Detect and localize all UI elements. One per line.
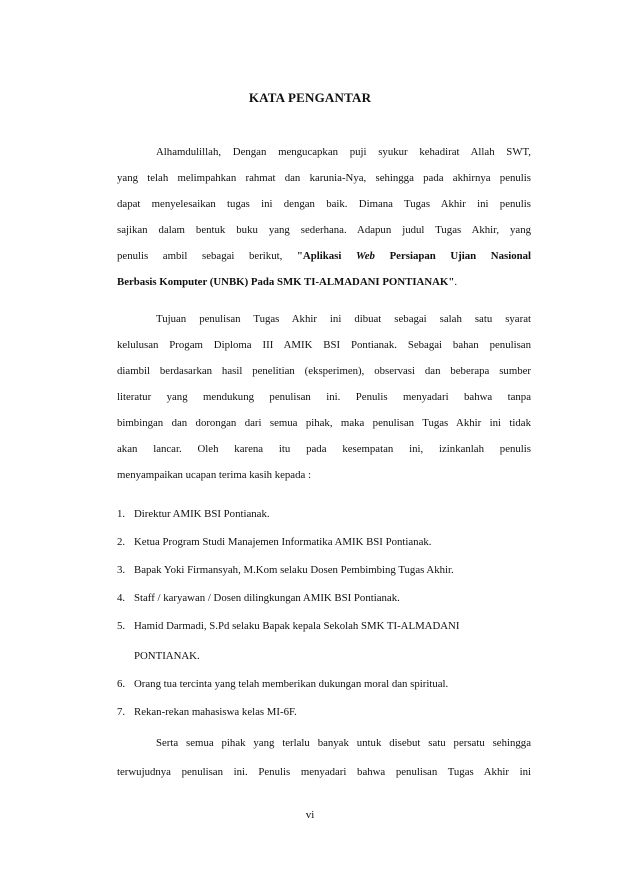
list-number: 3.: [117, 564, 126, 576]
list-item: [117, 564, 537, 576]
paragraph-line: kelulusan Progam Diploma III AMIK BSI Pontianak. Sebagai bahan penulisan: [117, 339, 531, 351]
paragraph-line: bimbingan dan dorongan dari semua pihak, maka penulisan Tugas Akhir ini tidak: [117, 417, 531, 429]
list-item: [117, 678, 537, 690]
list-number: 2.: [117, 536, 126, 548]
paragraph-line: akan lancar. Oleh karena itu pada kesempatan ini, izinkanlah penulis: [117, 443, 531, 455]
list-item: [117, 706, 537, 718]
page-number: vi: [305, 809, 315, 821]
list-text: Bapak Yoki Firmansyah, M.Kom selaku Dosen Pembimbing Tugas Akhir.: [134, 564, 454, 576]
list-item: [117, 620, 537, 632]
list-item-continuation: PONTIANAK.: [134, 650, 200, 662]
thesis-title-part: "Aplikasi: [296, 250, 356, 262]
thesis-title-part: Persiapan Ujian Nasional: [374, 250, 531, 262]
paragraph-line: [117, 276, 531, 288]
list-number: 1.: [117, 508, 126, 520]
paragraph-line: [117, 250, 531, 262]
list-text: Orang tua tercinta yang telah memberikan dukungan moral dan spiritual.: [134, 678, 449, 690]
list-text: Rekan-rekan mahasiswa kelas MI-6F.: [134, 706, 297, 718]
list-item: [117, 592, 537, 604]
list-item: [117, 508, 537, 520]
paragraph-text: .: [454, 276, 458, 288]
list-item: [117, 536, 537, 548]
paragraph-line: Alhamdulillah, Dengan mengucapkan puji syukur kehadirat Allah SWT,: [156, 146, 531, 158]
list-text: Hamid Darmadi, S.Pd selaku Bapak kepala Sekolah SMK TI-ALMADANI: [134, 620, 460, 632]
list-text: Ketua Program Studi Manajemen Informatika AMIK BSI Pontianak.: [134, 536, 432, 548]
paragraph-line: menyampaikan ucapan terima kasih kepada :: [117, 469, 311, 481]
list-number: 7.: [117, 706, 126, 718]
list-text: Direktur AMIK BSI Pontianak.: [134, 508, 270, 520]
list-number: 6.: [117, 678, 126, 690]
paragraph-line: diambil berdasarkan hasil penelitian (eksperimen), observasi dan beberapa sumber: [117, 365, 531, 377]
paragraph-line: Tujuan penulisan Tugas Akhir ini dibuat sebagai salah satu syarat: [156, 313, 531, 325]
paragraph-line: Serta semua pihak yang terlalu banyak untuk disebut satu persatu sehingga: [156, 737, 531, 749]
paragraph-text: penulis ambil sebagai berikut,: [117, 250, 297, 262]
list-number: 5.: [117, 620, 126, 632]
paragraph-line: dapat menyelesaikan tugas ini dengan baik. Dimana Tugas Akhir ini penulis: [117, 198, 531, 210]
list-text: Staff / karyawan / Dosen dilingkungan AMIK BSI Pontianak.: [134, 592, 400, 604]
paragraph-line: sajikan dalam bentuk buku yang sederhana. Adapun judul Tugas Akhir, yang: [117, 224, 531, 236]
paragraph-line: terwujudnya penulisan ini. Penulis menyadari bahwa penulisan Tugas Akhir ini: [117, 766, 531, 778]
paragraph-line: yang telah melimpahkan rahmat dan karunia-Nya, sehingga pada akhirnya penulis: [117, 172, 531, 184]
paragraph-line: literatur yang mendukung penulisan ini. Penulis menyadari bahwa tanpa: [117, 391, 531, 403]
thesis-title-part: Berbasis Komputer (UNBK) Pada SMK TI-ALMADANI PONTIANAK": [117, 276, 455, 288]
page-title: KATA PENGANTAR: [248, 90, 372, 105]
list-number: 4.: [117, 592, 126, 604]
thesis-title-italic: Web: [355, 250, 375, 262]
